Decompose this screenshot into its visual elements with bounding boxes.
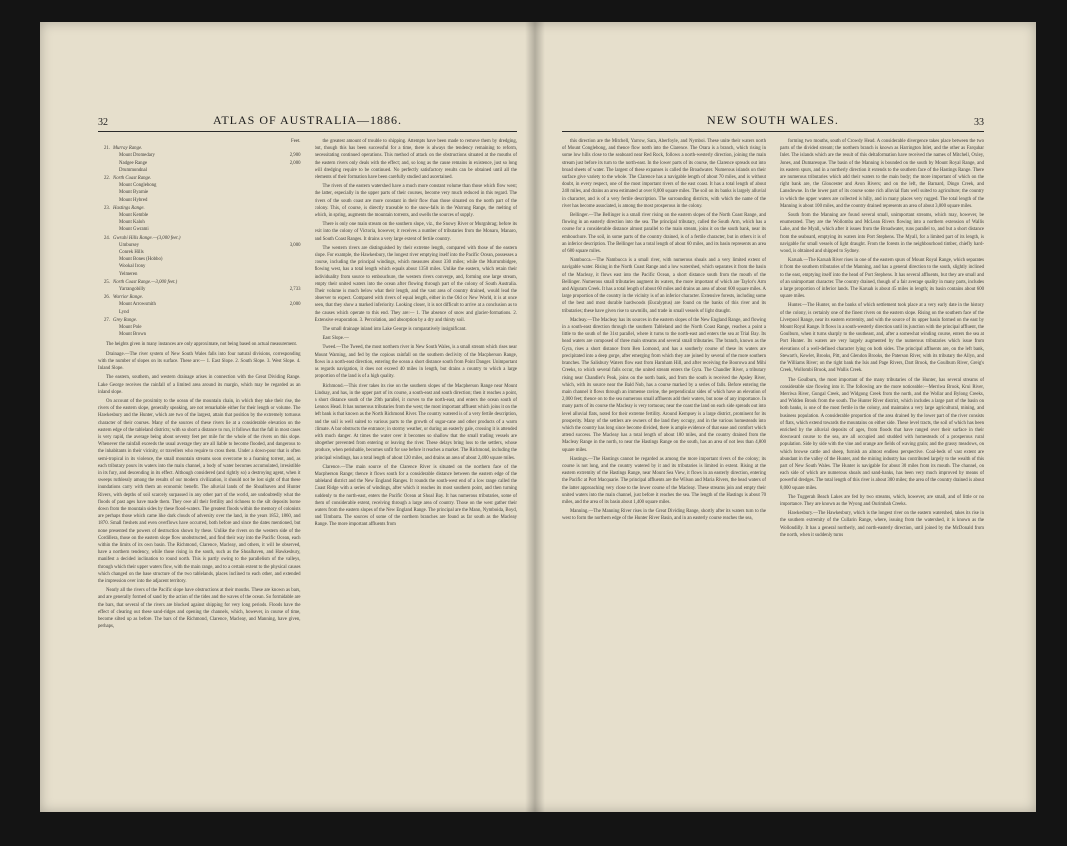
left-column-1: [98, 138, 301, 794]
range-name: Grey Range.: [113, 317, 138, 323]
left-columns: [98, 138, 517, 794]
feet-column-label: [98, 138, 301, 145]
peak-name: Mount Arrowsmith: [119, 302, 156, 308]
peak-row: [113, 189, 301, 196]
right-running-title: NEW SOUTH WALES.: [707, 113, 839, 127]
right-column-2: [780, 138, 984, 794]
body-paragraph: forming two mouths, south of Crowdy Head. A considerable divergence takes place between the two parts of the divided stream; the northern branch is known as Harrington Inlet, and the other as Farquhar Inlet. The islands which are the result of this deltaformation have received the names of Mitchell, Oxley, Jones, and Dumaresque. The basin of the Manning is bounded on the south by Mount Royal Range, and its eastern spurs, and in a northerly direction it extends to the southern face of the Hastings Range. There are numerous tributaries which add their waters to the main body; the more important of which on the right bank are, the Gloucester and Avon Rivers; and on the left, the Barnard, Dingo Creek, and Lansdowne. In the lower part of its course some rich alluvial flats well suited to agriculture; the country in which the upper waters are collected is hilly, and in many places very rugged. The total length of the Manning is about 100 miles, and the country drained represents an area of about 3,000 square miles.: [780, 139, 984, 209]
peak-row: [113, 256, 301, 263]
feet-label: Feet.: [291, 139, 301, 144]
peak-name: Wookal Irony: [119, 264, 146, 270]
peak-row: [113, 286, 301, 293]
peak-row: [113, 331, 301, 338]
body-paragraph: The rivers of the eastern watershed have a much more constant volume than those which flow west; the latter, especially in the upper parts of their courses, become very much reduced in this regard. The rivers of the south coast are more constant in their flow than those situated on the north part of the colony. This, of course, is directly traceable to the snow-falls in the Warrung Range, the melting of which, in spring, augments the mountain torrents, and swells the sources of supply.: [314, 184, 517, 219]
peak-height: [283, 256, 301, 263]
peak-name: Mount Hybred: [119, 197, 148, 203]
range-number: 24.: [104, 235, 110, 241]
peak-height: [283, 309, 301, 316]
range-body: [113, 235, 301, 278]
peak-height: [283, 167, 301, 174]
range-body: [113, 317, 301, 339]
peak-height: [283, 182, 301, 189]
range-body: [113, 175, 301, 204]
left-running-head: [98, 110, 517, 132]
peak-name: Umbursey: [119, 242, 139, 248]
book-gutter: [525, 22, 545, 812]
peak-row: [113, 309, 301, 316]
range-name: Gwrabi Hills Range.—(3,000 feet.): [113, 235, 181, 241]
mountain-ranges-list: [98, 138, 301, 338]
peak-height: [283, 226, 301, 233]
peak-name: Mount Bones (Hobbo): [119, 257, 163, 263]
peak-row: [113, 219, 301, 226]
range-name: Murray Range.: [113, 146, 143, 152]
left-running-title: ATLAS OF AUSTRALIA—1886.: [212, 113, 402, 127]
range-entry: [98, 317, 301, 339]
body-paragraph: Manning.—The Manning River rises in the Great Dividing Range, shortly after its waters turn to the west to form the northern edge of the Hunter River Basin, and in an easterly course reaches the sea,: [562, 509, 766, 522]
body-paragraph: Hastings.—The Hastings cannot be regarded as among the more important rivers of the colony; its course is not long, and the country watered by it and its tributaries is limited in extent. Rising at the eastern extremity of the Hastings Range, near Mount Sea View, it flows in an easterly direction, entering the Pacific at Port Macquarie. The principal affluents are the Wilson and Maria Rivers, the head waters of the latter approaching very close to the lower course of the Macleay. These streams join and empty their united waters into the main channel, just before it reaches the sea. The length of the Hastings is about 70 miles, and the area of its basin about 1,400 square miles.: [562, 456, 766, 505]
body-paragraph: Hunter.—The Hunter, on the banks of which settlement took place at a very early date in the history of the colony, is certainly one of the finest rivers on the eastern slope. Rising on the southern face of the Liverpool Range, near its eastern extremity, and with the source of its upper basin formed on the east by Mount Royal Range. It flows in a south-westerly direction until its junction with the principal affluent, the Goulburn, when it turns sharply to the southeast, and, after a somewhat winding course, enters the sea at Port Hunter. Its waters are very largely augmented by the numerous tributaries which issue from elevations of a well-defined character lying on both sides. The principal affluents are, on the left bank, Stewart's, Kewlet, Brooks, Pitt, and Glendon Brooks, the Paterson River, with its tributary the Allyn, and the Williams River; on the right bank the Isis and Page Rivers, Dart Brook, the Goulburn River, Greig's Creek, Wollombi Brook, and Wallis Creek.: [780, 303, 984, 374]
peak-name: Mount Conglebong: [119, 183, 157, 189]
left-page: [40, 22, 535, 812]
right-running-head: [562, 110, 984, 132]
body-paragraph: The western rivers are distinguished by their extreme length, compared with those of the eastern slope. For example, the Hawkesbury, the longest river emptying itself into the Pacific Ocean, possesses a course, including the principal windings, which measures about 330 miles; while the Murrumbidgee, flowing west, has a total length which equals about 1350 miles. Unlike the eastern, which retain their individuality from source to embouchure, the western rivers converge, and, forming one large stream, empty their united waters into the ocean after flowing through part of the colony of South Australia. Their volume is much below what their length, and the vast area of country drained, would lead the observer to expect. Compared with rivers of equal length, either in the Old or New World, it is at once seen, that they show a marked inferiority. Looking closer, it is not difficult to arrive at a conclusion as to the causes which operate to this end. They are:— 1. The absence of snow and glacier-formations. 2. Extensive evaporation. 3. Percolation, and absorption by a dry and thirsty soil.: [314, 245, 517, 323]
peak-name: Lynd: [119, 309, 129, 315]
peak-name: Yelmeren: [119, 271, 138, 277]
peak-name: Mount Brown: [119, 332, 147, 338]
body-paragraph: East Slope.—: [322, 336, 349, 342]
body-paragraph: Bellinger.—The Bellinger is a small river rising on the eastern slopes of the North Coast Range, and flowing in an easterly direction into the sea. The principal tributary, called the South Arm, which has a course for a considerable distance almost parallel to the main stream, joins it on the south bank, near its embouchure. The soil, in some parts of the country drained, is of a fertile character, but in others it is of an inferior description. The Bellinger has a total length of about 60 miles, and its basin represents an area of 680 square miles.: [562, 213, 766, 255]
body-paragraph: Richmond.—This river takes its rise on the southern slopes of the Macpherson Range near Mount Lindsay, and has, in the upper part of its course, a south-east and south direction; then it reaches a point, a short distance south of the 29th parallel, it curves to the north-east, and enters the ocean south of Lennox Head. It has numerous tributaries from the west; the most important affluent which joins it on the left bank is that known as the North Richmond River. The country watered is of a very fertile description, and the soil is well suited to various parts to the growth of sugar-cane and other products of a warm climate. A bar obstructs the entrance; in stormy weather, or during an easterly gale, crossing it is attended with much danger. At times the water over it becomes so shallow that the small trading vessels are altogether prevented from entering or leaving the river. These delays bring loss to the settlers, whose produce, when perishable, becomes unfit for use before it reaches a market. The Richmond, including the principal windings, has a total length of about 120 miles, and drains an area of about 2,400 square miles.: [314, 383, 517, 461]
range-number: 25.: [104, 279, 110, 285]
right-columns: [562, 138, 984, 794]
peak-row: [113, 212, 301, 219]
range-name: Hastings Range.: [113, 205, 145, 211]
peak-height: [283, 197, 301, 204]
range-body: [113, 279, 301, 293]
peak-name: Mount Gwrami: [119, 227, 149, 233]
body-paragraph: Karuah.—The Karuah River rises in one of the eastern spurs of Mount Royal Range, which separates it from the southern tributaries of the Manning, and has a general direction to the south, slightly inclined to the east, emptying itself into the head of Port Stephens. It has several affluents, but they are small and of an unimportant character. The country drained, though of a fair average quality in many parts, includes a large proportion of inferior lands. The Karuah is about 45 miles in length; its basin contains about 600 square miles.: [780, 258, 984, 300]
peak-height: [283, 189, 301, 196]
peak-height: 2,733: [289, 287, 301, 293]
range-number: 23.: [104, 205, 110, 211]
peak-height: [283, 324, 301, 331]
range-entry: [98, 175, 301, 204]
peak-name: Mount Kemble: [119, 213, 149, 219]
peak-name: Conrek Hills: [119, 250, 144, 256]
peak-name: Mount Pole: [119, 325, 142, 331]
body-paragraph: Macleay.—The Macleay has its sources in the eastern slopes of the New England Range, and flowing in a south-east direction through the southern Tableland and the North Coast Range, reaches a point a little to the south of the 31st parallel, where it turns to the north-east and enters the sea at Trial Bay. Its head waters are composed of three main streams and several small tributaries. The branch, known as the Gyra, rises a short distance from Ben Lomond, and has a southerly course of these its waters are precipitated into a deep gorge, after emerging from which they are joined by several of the more southern branches. The Salisbury Waters flow east from Harnham Hill, and after receiving the Boorowa and Mihi Creeks, to which several falls occur, the united stream enters the Gyra. The Chandler River, a tributary rising near Chandler's Peak, joins on the north bank, and from the south is received the Apsley River, which, with its source near the Bald Nob, has a course marked by a series of falls. Before entering the main channel it flows through an immense ravine, the perpendicular sides of which have an elevation of 2,000 feet; thence on to the sea numerous small affluents add their waters, but none of any importance. In many parts of its course the Macleay is very tortuous; near the coast the land on each side spreads out into level alluvial flats, noted for their extreme fertility. Around Kempsey is a large district, prominent for its prosperity. Many of the settlers are owners of the land they occupy, and in the various homesteads into which the country has long since become divided, there is ample evidence of that ease and comfort which attend success. The Macleay has a total length of about 180 miles, and the country drained from the Macleay Range in the north, to near the Hastings Range on the south, has an area of not less than 4,800 square miles.: [562, 317, 766, 453]
right-page-number: 33: [974, 117, 984, 128]
atlas-book-spread: [40, 22, 1036, 812]
left-column-2: [315, 138, 518, 794]
range-name: North Coast Range.—3,000 feet.): [113, 279, 178, 285]
left-column-1-text: [98, 341, 301, 630]
peak-row: [113, 160, 301, 167]
peak-height: 2,000: [289, 302, 301, 308]
peak-row: [113, 152, 301, 159]
peak-height: [283, 219, 301, 226]
body-paragraph: the greatest amount of trouble to shipping. Attempts have been made to remove them by dredging, but, though this has been successful for a time, there is always the tendency remaining to reform, necessitating continued operations. This method of attack on the obstructions situated at the mouths of the eastern rivers only deals with the effect; and, so long as the cause remains in existence, just so long will dredging require to be continued. No perfectly satisfactory results can be obtained until all the elements of their formation have been carefully studied and ascertained.: [314, 139, 517, 181]
peak-row: [113, 271, 301, 278]
range-number: 26.: [104, 295, 110, 301]
body-paragraph: The heights given in many instances are only approximate, not being based on actual measurement.: [106, 342, 298, 348]
peak-height: [283, 212, 301, 219]
body-paragraph: Tweed.—The Tweed, the most northern river in New South Wales, is a small stream which rises near Mount Warning, and fed by the copious rainfall on the southern declivity of the Macpherson Range, flows in a north-east direction, entering the ocean a short distance south from Point Danger. Unimportant as regards navigation, it does not exceed 40 miles in length, but drains a country to which a large proportion of the land is of a high quality.: [314, 345, 517, 380]
body-paragraph: Drainage.—The river system of New South Wales falls into four natural divisions, corresponding with the number of slopes on its surface. These are:— 1. East Slope. 2. South Slope. 3. West Slope. 4. Inland Slope.: [98, 351, 301, 372]
peak-height: [283, 263, 301, 270]
range-name: North Coast Range.: [113, 176, 152, 182]
peak-row: [113, 263, 301, 270]
peak-row: [113, 242, 301, 249]
peak-height: 2,000: [289, 160, 301, 166]
body-paragraph: On account of the proximity to the ocean of the mountain chain, in which they take their rise, the rivers of the eastern slope, generally speaking, are not remarkable either for their length or volume. The Hawkesbury and the Hunter, which are two of the largest, attain that position by the extremely tortuous character of their courses. Many of the sources of these rivers lie at a considerable elevation on the eastern edge of the tableland districts; with so short a distance to run, it follows that the fall in most cases is very rapid, the average being about seventy feet per mile for the whole of the rivers on this slope. Whenever the rainfall exceeds the usual average they are all liable to become flooded, and dangerous to the inhabitants in their vicinity, or travellers who require to cross them. Under a down-pour that is often semi-tropical in its violence, the small mountain streams soon overcome to a foaming torrent, and, as each tributary pours its waters into the main channel, a body of water becomes accumulated, irresistible in its fury, and descending in its effect. Although considered (and rightly so) a destroying agent, when it sweeps ruthlessly among the results of our modern civilization, it should not be lost sight of that these inundations carry with them an economic benefit. The alluvial lands of the Shoalhaven and Hunter Rivers, with depths of soil scarcely surpassed in any other part of the world, are undoubtedly what the floods of past ages have made them. They owe all their fertility and richness to the silt deposits borne down from the mountain sides by these flood-waters. The greatest floods within the memory of colonists are perhaps those which came like dark clouds of adversity over the land, in the years 1852, 1860, and 1870. Small freshets and even overflows have occurred, both before and since the dates mentioned, but none presented the powers of destruction shown by these. Unlike the rivers on the western side of the Cordillera, those on the eastern slope flow unobstructed, and find their way into the Pacific Ocean, each within the limits of its own basin. The Richmond, Clarence, Macleay, and others, it will be observed, have a northern tendency, while those rising in the south, such as the Shoalhaven, and Hawkesbury, manifest a decided inclination to round north. This is partly owing to the parallelism of the valleys, through which their upper waters flow, with the main range, and to a certain extent to the physical causes which changed on the base structure of the two tablelands, places inclined to each other, and extended the impression over into the adjacent territory.: [98, 398, 301, 584]
peak-height: [283, 271, 301, 278]
peak-row: [113, 249, 301, 256]
body-paragraph: this direction are the Mitchell, Yarrow, Sara, Aberfoyle, and Nymboi. These unite their waters north of Mount Conglebong, and thence flow north into the Clarence. The Orara is a branch, which rising in some low hills close to the seaboard near Red Rock, follows a north-westerly direction, joining the main stream just before its turn to the north-east. In the lower parts of its course, the Clarence spreads out into broad sheets of water. The largest of these expanses is called the Broadwater. Numerous islands on their surface give variety to the whole. The Clarence has a navigable length of about 70 miles, and is without doubt, in every respect, one of the most important rivers of the east coast. It has a total length of about 240 miles, and drains an area estimated at over 8,000 square miles. The soil on its banks is largely alluvial in character, and is of a very fertile description. The surrounding districts, with which the name of the river has become associated, is among the most prosperous in the colony.: [562, 139, 766, 209]
peak-height: 3,000: [289, 242, 301, 248]
peak-name: Drummondnal: [119, 167, 147, 173]
body-paragraph: The eastern, southern, and western drainage arises in connection with the Great Dividing Range. Lake George receives the rainfall of a limited area around its margin, which may be regarded as an inland slope.: [98, 375, 301, 395]
peak-name: Mount Byarnie: [119, 190, 149, 196]
right-page: [542, 22, 1036, 812]
peak-name: Mount Dromedary: [119, 153, 155, 159]
range-body: [113, 205, 301, 234]
range-entry: [98, 235, 301, 278]
range-number: 27.: [104, 317, 110, 323]
peak-row: [113, 324, 301, 331]
body-paragraph: There is only one main stream on the southern slope, viz., the Snowy River or Murgnbrag; before its exit into the colony of Victoria, however, it receives a number of tributaries from the Monaro, Manaro, and South Coast Ranges. It drains a very large extent of fertile country.: [314, 222, 517, 242]
peak-name: Mount Kaloh: [119, 220, 145, 226]
peak-row: [113, 167, 301, 174]
range-entry: [98, 205, 301, 234]
range-entry: [98, 294, 301, 316]
body-paragraph: The Tuggerah Beach Lakes are fed by two streams, which, however, are small, and of little or no importance. They are known as the Wyong and Ourimbah Creeks.: [780, 494, 984, 507]
range-body: [113, 145, 301, 174]
peak-height: 2,900: [289, 153, 301, 159]
body-paragraph: South from the Manning are found several small, unimportant streams, which may, however, be enumerated. They are the Wollomba and McLean Rivers flowing into a northern extension of Wallis Lake, and the Myall, which after it issues from the Broadwater, runs parallel to, and but a short distance from the seaboard, emptying its waters into Port Stephens. The Myall, for a limited part of its length, is navigable for small vessels of light draught. From the forests in the neighbourhood timber, chiefly hard-wood, is obtained and shipped to Sydney.: [780, 213, 984, 255]
right-column-1: [562, 138, 766, 794]
range-body: [113, 294, 301, 316]
peak-height: [283, 331, 301, 338]
range-entry: [98, 279, 301, 293]
body-paragraph: Nearly all the rivers of the Pacific slope have obstructions at their mouths. These are known as bars, and are generally formed of sand by the action of the tides and the waves of the ocean. So formidable are the bars, that several of the rivers are blocked against shipping for very long periods. Floods have the effect of clearing out these sand-ridges and opening the channels, which, however, in course of time, become silted up as before. The bars of the Richmond, Clarence, Macleay, and Manning, have given, perhaps,: [98, 588, 301, 630]
body-paragraph: Nambucca.—The Nambucca is a small river, with numerous shoals and a very limited extent of navigable water. Rising in the North Coast Range and a low watershed, which separates it from the basin of the Macleay, it flows east into the Pacific Ocean, a short distance south from the mouth of the Bellinger. Numerous small tributaries augment its waters, the more important of which are Taylor's Arm and Alguram Creek. It has a total length of about 60 miles and drains an area of about 600 square miles. A large proportion of the country in the vicinity is of an inferior character. Extensive forests, including some of the best and most durable hardwoods (Eucalyptus) are found on the banks of this river and its tributaries; these have given rise to sawmills, and trade in small vessels of light draught.: [562, 258, 766, 314]
body-paragraph: The small drainage inland into Lake George is comparatively insignificant.: [322, 327, 467, 333]
peak-row: [113, 182, 301, 189]
range-entry: [98, 145, 301, 174]
body-paragraph: The Goulburn, the most important of the many tributaries of the Hunter, has several streams of considerable size flowing into it. The following are the more noticeable:—Merriwa Brook, Krui River, Merriwa River, Gungal Creek, and Widgong Creek from the north, and the Wollar and Bylong Creeks, and Widden Brook from the south. The Hunter River district, which includes a large part of the basin on both banks, is one of the most fertile in the colony, and maintains a very large agricultural, mining, and business population. A considerable proportion of the area drained by the lower part of the river consists of flats, which extend towards the mountains on either side. These level tracts, the soil of which has been enriched by the alluvial deposits of ages, from floods that have ranged over their surface in their downward course to the sea, are all occupied and studded with homesteads of a prosperous rural population. Side by side with the vine and orange are fields of waving grain; and the grassy meadows, on which browse cattle and sheep, furnish an almost endless perspective. Coal-beds of vast extent are abundant in the valley of the Hunter, and the mining industry has contributed largely to the wealth of this part of New South Wales. The Hunter is navigable for about 30 miles from its mouth. The channel, on each side of which are numerous shoals and sand-banks, has been very much improved by means of powerful dredges. The total length of this river is about 300 miles; the area of the country drained is about 8,000 square miles.: [780, 377, 984, 491]
body-paragraph: Clarence.—The main source of the Clarence River is situated on the northern face of the Macpherson Range; thence it flows south for a considerable distance between the eastern edge of the tableland district and the New England Ranges. It rounds the south-west end of a low range called the Coast Ridge with a series of windings, after which it reaches its most southern point, and then turning suddenly to the north-east, enters the Pacific Ocean at Shoal Bay. It has numerous tributaries, some of them of considerable extent, receiving through a large area of country. Those on the west gather their waters from the eastern slopes of the New England Range. The principal are the Mann, Nymboida, Boyd, and Timbarra. The sources of some of the northern branches are found as far south as the Macleay Range. The more important affluents from: [314, 464, 517, 528]
range-number: 21.: [104, 146, 110, 152]
range-number: 22.: [104, 176, 110, 182]
peak-name: Yarrangobilly: [119, 287, 146, 293]
peak-name: Nadgee Range: [119, 160, 148, 166]
peak-row: [113, 301, 301, 308]
peak-row: [113, 226, 301, 233]
body-paragraph: Hawkesbury.—The Hawkesbury, which is the longest river on the eastern watershed, takes its rise in the southern extremity of the Cullarin Range, where, issuing from the watershed, it is known as the Wollondilly. It has a general northerly, and north-easterly direction, until joined by the McDonald from the north, when it suddenly turns: [780, 511, 984, 538]
left-page-number: 32: [98, 117, 108, 128]
peak-row: [113, 197, 301, 204]
peak-height: [283, 249, 301, 256]
range-name: Warrior Range.: [113, 295, 143, 301]
